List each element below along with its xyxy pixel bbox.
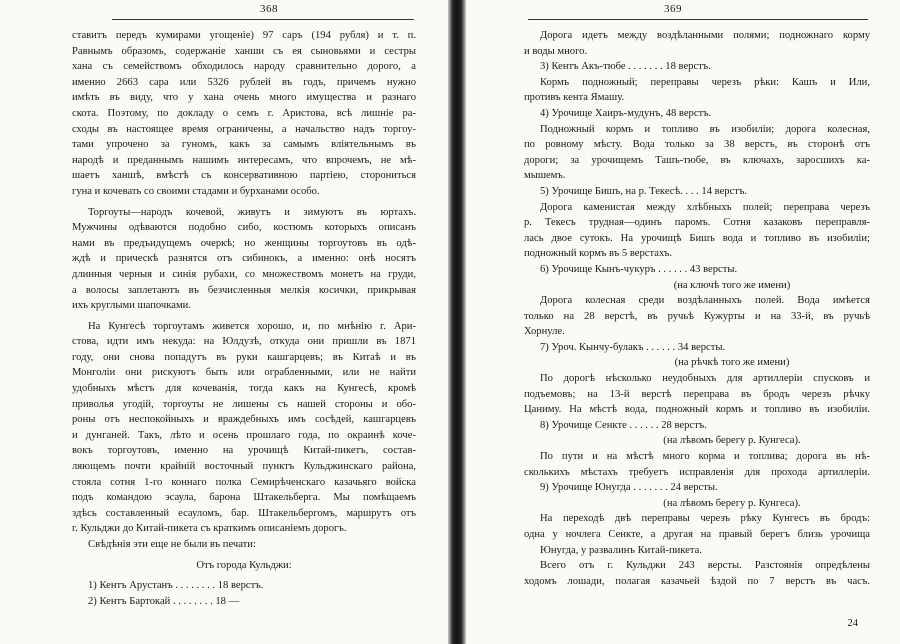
text-line: Хорнуле. (524, 326, 565, 338)
text-line: подъемовъ; на 13-й верстѣ переправа въ бродъ черезъ рѣчку (524, 388, 870, 400)
text-line: (на лѣвомъ берегу р. Кунгеса). (663, 497, 801, 509)
text-line: ихъ круглыми шапочками. (72, 300, 191, 312)
text-line: одна у ночлега Сенкте, а другая на правый берегъ близь урочища (524, 529, 870, 540)
text-line: 4) Урочище Хаиръ-мудунъ, 48 верстъ. (540, 107, 712, 119)
text-line: 1) Кентъ Арустанъ . . . . . . . . 18 верстъ. (88, 580, 264, 592)
text-line: Юнугда, у развалинъ Китай-пикета. (540, 544, 703, 556)
text-line: ходомъ лошади, полагая казачьей ѣздой по 7 верстъ въ часъ. (524, 575, 870, 587)
page-right (464, 0, 900, 644)
text-line: 3) Кентъ Акъ-тюбе . . . . . . . 18 верстъ. (540, 61, 711, 73)
text-line: Отъ города Кульджи: (196, 559, 292, 571)
text-line: На переходѣ двѣ переправы черезъ рѣку Кунгесъ въ бродъ: (540, 513, 870, 525)
text-line: ждѣ и прическѣ разнятся отъ сибинокъ, а именно: онѣ носятъ (72, 253, 416, 265)
text-line: Свѣдѣнія эти еще не были въ печати: (88, 539, 256, 550)
page-number-right: 369 (664, 3, 682, 15)
text-line: удобныхъ мѣстъ для кочеванія, тогда какъ на Кунгесѣ, кромѣ (72, 383, 416, 395)
text-line: стова, идти имъ некуда: на Юлдузѣ, откуда они пришли въ 1871 (72, 336, 416, 348)
text-line: вокъ торгоутовъ, именно на урочищѣ Китай-пикетъ, состав- (72, 445, 416, 457)
text-line: скота. Поэтому, по докладу о семъ г. Аристова, всѣ лишніе ра- (72, 107, 416, 119)
text-line: сколькихъ мѣстахъ требуетъ исправленія для прохода артиллеріи. (524, 466, 870, 478)
text-line: мышемъ. (524, 170, 566, 182)
text-line: Подножный кормъ и топливо въ изобиліи; дорога колесная, (540, 123, 870, 135)
text-line: (на рѣчкѣ того же имени) (674, 357, 790, 369)
text-line: 5) Урочище Бишъ, на р. Текесѣ. . . . 14 верстъ. (540, 185, 748, 197)
text-line: имѣть въ виду, что у хана очень много имущества и разнаго (72, 92, 416, 104)
text-line: приволья угодій, торгоуты не лишены съ нашей стороны и обо- (72, 398, 416, 410)
text-line: Равнымъ образомъ, содержаніе ханши съ ея сыновьями и сестры (72, 45, 416, 57)
text-line: р. Текесъ трудная—одинъ паромъ. Сотня казаковъ переправля- (524, 217, 870, 229)
text-line: ляющемъ почти крайній восточный пунктъ Кульджинскаго района, (72, 461, 416, 473)
text-line: противъ кента Ямашу. (524, 92, 625, 104)
text-line: Кормъ подножный; переправы черезъ рѣки: Кашъ и Или, (540, 76, 870, 88)
text-line: 9) Урочище Юнугда . . . . . . . 24 версты. (540, 482, 718, 494)
text-line: лась двое сутокъ. На урочищѣ Бишъ вода и топливо въ изобиліи; (524, 232, 870, 244)
text-line: Дорога колесная среди воздѣланныхъ полей. Вода имѣется (540, 295, 870, 307)
header-rule-right (528, 19, 868, 20)
text-line: Монголіи они рискуютъ быть или ограбленными, или не найти (72, 367, 416, 379)
signature-mark: 24 (847, 618, 858, 629)
text-line: По дорогѣ нѣсколько неудобныхъ для артиллеріи спусковъ и (540, 373, 870, 385)
text-line: шаетъ ханшѣ, вмѣстѣ съ консервативною партіею, сторониться (72, 170, 416, 182)
text-line: тами упрочено за гуномъ, какъ за самымъ вліятельнымъ въ (72, 139, 416, 151)
text-line: Всего отъ г. Кульджи 243 версты. Разстоянія опредѣлены (540, 560, 870, 572)
text-line: На Кунгесѣ торгоутамъ живется хорошо, и, по мнѣнію г. Ари- (88, 320, 416, 332)
text-line: только на 28 верстѣ, въ ручьѣ Кужурты и на 33-й, въ ручьѣ (524, 310, 870, 322)
text-line: гуна и кочевать со своими стадами и бурханами особо. (72, 185, 320, 197)
text-line: Дорога идетъ между воздѣланными полями; подножнаго корму (540, 30, 870, 41)
text-line: (на лѣвомъ берегу р. Кунгеса). (663, 435, 801, 447)
text-line: сходы въ настоящее время ограничены, а начальство надъ торгоу- (72, 123, 416, 135)
text-line: 7) Уроч. Кынчу-булакъ . . . . . . 34 версты. (540, 341, 726, 353)
text-line: и воды много. (524, 45, 588, 57)
text-line: хана съ семействомъ обходилось народу сравнительно дорого, а (72, 61, 416, 73)
text-line: и дунганей. Такъ, лѣто и осень прошлаго года, по окраинѣ коче- (72, 429, 416, 441)
text-line: именно 2663 сара или 5326 рублей въ годъ, причемъ нужно (72, 76, 416, 88)
text-line: подъ командою эсаула, барона Штакельберга. Мы помѣщаемъ (72, 492, 416, 504)
text-line: подножный кормъ въ 5 верстахъ. (524, 248, 672, 260)
text-line: Мужчины одѣваются подобно сибо, костюмъ которыхъ описанъ (72, 222, 416, 234)
text-line: г. Кульджи до Китай-пикета съ краткимъ описаніемъ дорогъ. (72, 523, 347, 535)
text-line: 8) Урочище Сенкте . . . . . . 28 верстъ. (540, 419, 707, 431)
text-line: по ровному мѣсту. Вода только за 38 верстъ, въ сторонѣ отъ (524, 139, 870, 151)
text-line: 6) Урочище Кынъ-чукуръ . . . . . . 43 версты. (540, 263, 738, 275)
header-rule-left (112, 19, 414, 20)
text-line: По пути и на мѣстѣ много корма и топлива; дорога въ нѣ- (540, 451, 870, 463)
text-line: стояла сотня 1-го коннаго полка Семирѣченскаго казачьяго войска (72, 476, 416, 488)
text-line: 2) Кентъ Бартокай . . . . . . . . 18 — (88, 595, 240, 607)
text-line: роны отъ неспокойныхъ и враждебныхъ имъ сосѣдей, кашгарцевъ (72, 414, 416, 426)
text-line: ставитъ передъ кумирами угощеніе) 97 саръ (194 рубля) и т. п. (72, 30, 416, 41)
page-left-text (72, 28, 416, 609)
text-line: Цаниму. На мѣстѣ вода, подножный кормъ и топливо въ изобиліи. (524, 404, 870, 416)
text-line: длинныя черныя и синія рубахи, со множествомъ монетъ на груди, (72, 268, 416, 280)
text-line: а волосы заплетаютъ въ безчисленныя мелкія косички, прикрывая (72, 284, 416, 296)
page-right-text (524, 28, 870, 589)
page-number-left: 368 (260, 3, 278, 15)
text-line: народѣ и преданнымъ нашимъ интересамъ, что впрочемъ, не мѣ- (72, 154, 416, 166)
text-line: Торгоуты—народъ кочевой, живутъ и зимуютъ въ юртахъ. (88, 206, 416, 218)
text-line: Дорога каменистая между хлѣбныхъ полей; переправа черезъ (540, 201, 870, 213)
text-line: (на ключѣ того же имени) (673, 279, 791, 291)
text-line: году, они снова попадутъ въ руки кашгарцевъ; въ Китаѣ и въ (72, 351, 416, 363)
text-line: дороги; за урочищемъ Ташъ-тюбе, въ ключахъ, заросшихъ ка- (524, 154, 870, 166)
text-line: здѣсь составленный есауломъ, бар. Штакельбергомъ, маршрутъ отъ (72, 507, 416, 519)
text-line: нами въ предъидущемъ очеркѣ; но женщины торгоутовъ въ одѣ- (72, 237, 416, 249)
